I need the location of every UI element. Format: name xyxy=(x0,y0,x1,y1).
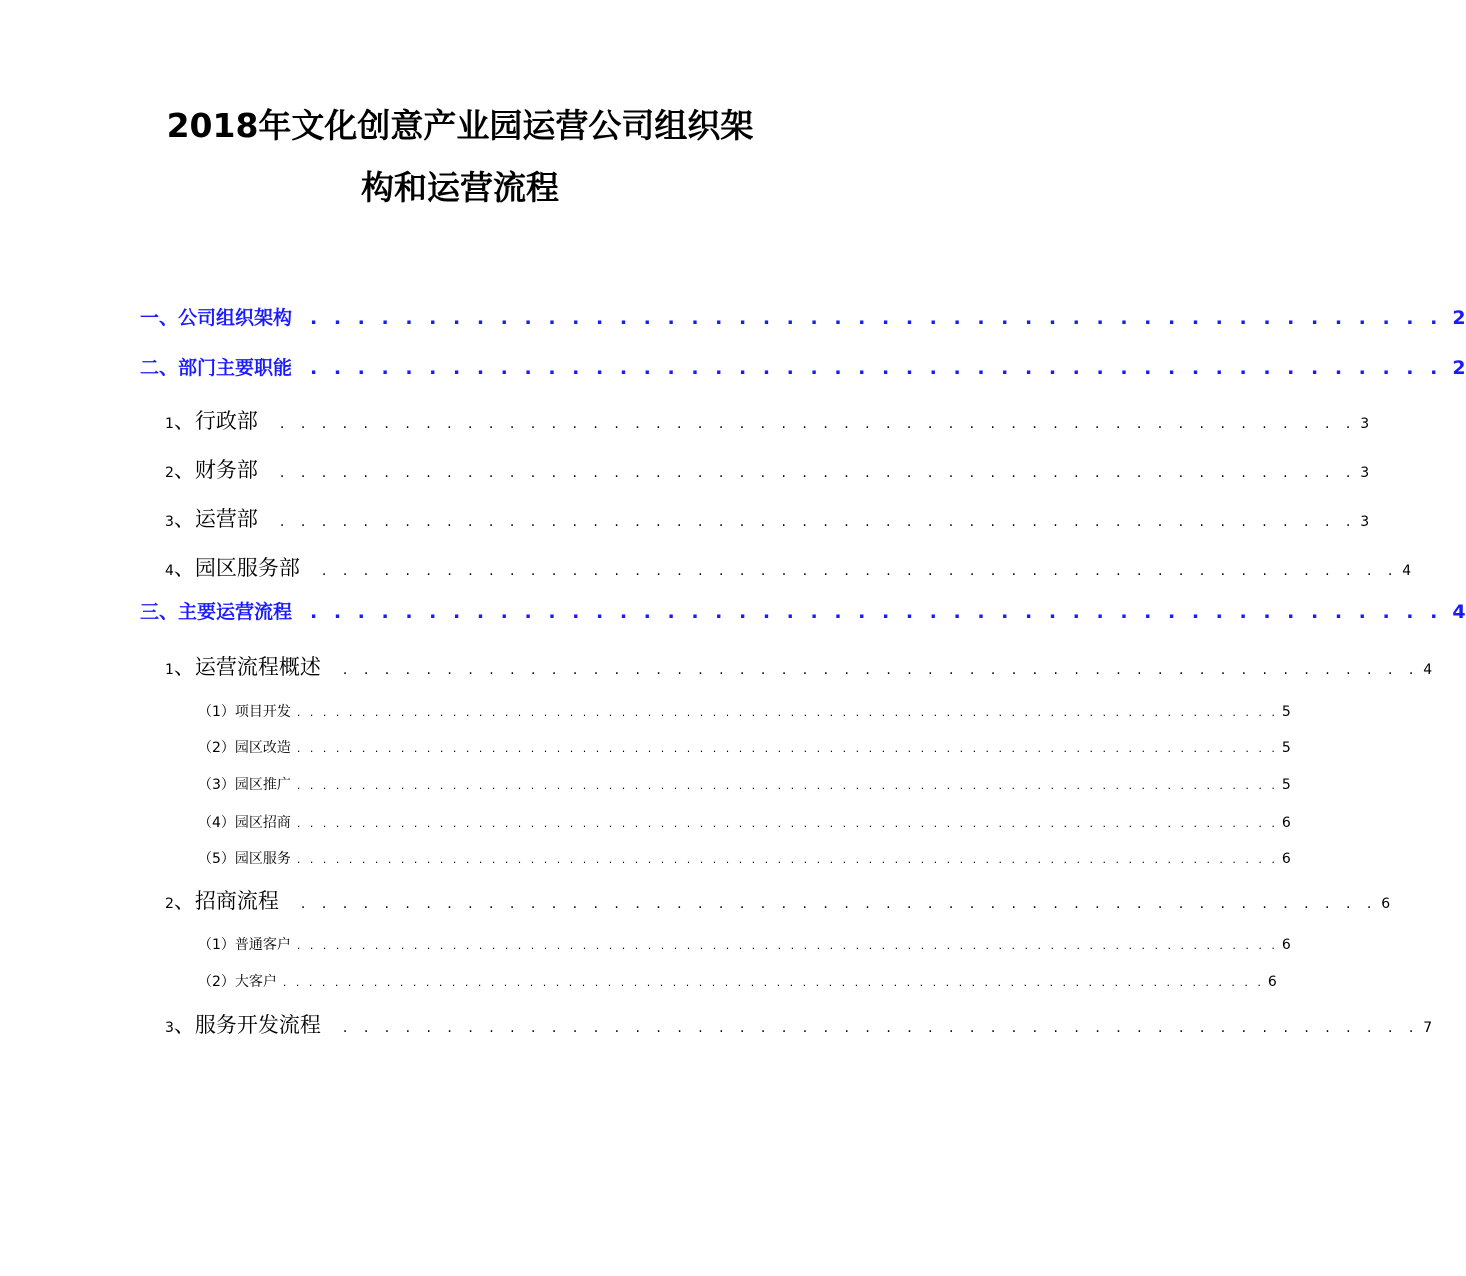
toc-entry-department-functions[interactable] xyxy=(140,353,1466,381)
toc-entry-park-investment[interactable] xyxy=(198,812,1291,834)
document-title-line-2: 构和运营流程 xyxy=(361,168,559,207)
toc-entry-label: （4）园区招商 xyxy=(198,815,291,831)
toc-dot-leader: . . . . . . . . . . . . . . . . . . . . . . . . . . . . . . . . . . . . . . . . . . . . . . . . xyxy=(310,357,1443,379)
toc-dot-leader: . . . . . . . . . . . . . . . . . . . . . . . . . . . . . . . . . . . . . . . . . . . . . . . . . . . . . . . . . . . . . . . . . . . . . . . . . . . . xyxy=(282,976,1264,989)
toc-dot-leader: . . . . . . . . . . . . . . . . . . . . . . . . . . . . . . . . . . . . . . . . . . . . . . . . . . . . . . . . . . . . . . . . . . . . . . . . . . . . xyxy=(296,817,1278,830)
toc-dot-leader: . . . . . . . . . . . . . . . . . . . . . . . . . . . . . . . . . . . . . . . . . . . . . . . . xyxy=(310,601,1443,623)
toc-entry-main-operation-process[interactable] xyxy=(140,597,1466,625)
toc-dot-leader: . . . . . . . . . . . . . . . . . . . . . . . . . . . . . . . . . . . . . . . . . . . . . . . . . . . . . . . . . . . . . . . . . . . . . . . . . . . . xyxy=(296,853,1278,866)
toc-page-number: 6 xyxy=(1267,974,1277,990)
toc-entry-investment-process[interactable] xyxy=(165,885,1391,915)
toc-dot-leader: . . . . . . . . . . . . . . . . . . . . . . . . . . . . . . . . . . . . . . . . . . . . . . . . . . . . xyxy=(342,1020,1420,1036)
toc-entry-label: 2、财务部 xyxy=(165,458,258,482)
toc-entry-org-structure[interactable] xyxy=(140,303,1466,331)
toc-entry-finance-dept[interactable] xyxy=(165,454,1370,484)
toc-dot-leader: . . . . . . . . . . . . . . . . . . . . . . . . . . . . . . . . . . . . . . . . . . . . . . . . . . . . xyxy=(279,465,1357,481)
toc-page-number: 3 xyxy=(1360,416,1370,432)
toc-entry-label: 一、公司组织架构 xyxy=(140,307,293,329)
toc-entry-label: 4、园区服务部 xyxy=(165,556,300,580)
toc-entry-operation-overview[interactable] xyxy=(165,651,1433,681)
toc-entry-label: （5）园区服务 xyxy=(198,851,291,867)
toc-page-number: 5 xyxy=(1281,740,1291,756)
toc-entry-label: 3、服务开发流程 xyxy=(165,1013,321,1037)
toc-page-number: 5 xyxy=(1281,777,1291,793)
toc-entry-label: 3、运营部 xyxy=(165,507,258,531)
toc-page-number: 7 xyxy=(1423,1020,1433,1036)
document-title-line-1: 2018年文化创意产业园运营公司组织架 xyxy=(166,106,754,145)
toc-page-number: 4 xyxy=(1423,662,1433,678)
toc-entry-label: 1、运营流程概述 xyxy=(165,655,321,679)
toc-entry-label: 三、主要运营流程 xyxy=(140,601,293,623)
toc-entry-label: 二、部门主要职能 xyxy=(140,357,293,379)
toc-page-number: 6 xyxy=(1281,815,1291,831)
toc-entry-regular-customer[interactable] xyxy=(198,934,1291,956)
toc-page-number: 4 xyxy=(1452,601,1466,623)
toc-entry-service-development-process[interactable] xyxy=(165,1009,1433,1039)
toc-entry-park-service[interactable] xyxy=(198,848,1291,870)
toc-page-number: 3 xyxy=(1360,514,1370,530)
toc-page-number: 3 xyxy=(1360,465,1370,481)
toc-dot-leader: . . . . . . . . . . . . . . . . . . . . . . . . . . . . . . . . . . . . . . . . . . . . . . . . . . . . . . . . . . . . . . . . . . . . . . . . . . . . xyxy=(296,742,1278,755)
toc-dot-leader: . . . . . . . . . . . . . . . . . . . . . . . . . . . . . . . . . . . . . . . . . . . . . . . . . . . . . . . . . . . . . . . . . . . . . . . . . . . . xyxy=(296,706,1278,719)
toc-page-number: 4 xyxy=(1402,563,1412,579)
toc-entry-park-promotion[interactable] xyxy=(198,774,1291,796)
toc-dot-leader: . . . . . . . . . . . . . . . . . . . . . . . . . . . . . . . . . . . . . . . . . . . . . . . . . . . . xyxy=(279,416,1357,432)
toc-entry-label: 1、行政部 xyxy=(165,409,258,433)
toc-entry-label: 2、招商流程 xyxy=(165,889,279,913)
toc-dot-leader: . . . . . . . . . . . . . . . . . . . . . . . . . . . . . . . . . . . . . . . . . . . . . . . . xyxy=(310,307,1443,329)
toc-dot-leader: . . . . . . . . . . . . . . . . . . . . . . . . . . . . . . . . . . . . . . . . . . . . . . . . . . . . xyxy=(342,662,1420,678)
toc-page-number: 6 xyxy=(1381,896,1391,912)
toc-entry-operations-dept[interactable] xyxy=(165,503,1370,533)
toc-page-number: 6 xyxy=(1281,851,1291,867)
toc-entry-project-development[interactable] xyxy=(198,701,1291,723)
toc-dot-leader: . . . . . . . . . . . . . . . . . . . . . . . . . . . . . . . . . . . . . . . . . . . . . . . . . . . . xyxy=(321,563,1399,579)
toc-entry-label: （1）项目开发 xyxy=(198,704,291,720)
toc-entry-admin-dept[interactable] xyxy=(165,405,1370,435)
toc-page-number: 2 xyxy=(1452,357,1466,379)
toc-page-number: 5 xyxy=(1281,704,1291,720)
toc-entry-label: （1）普通客户 xyxy=(198,937,291,953)
toc-dot-leader: . . . . . . . . . . . . . . . . . . . . . . . . . . . . . . . . . . . . . . . . . . . . . . . . . . . . xyxy=(300,896,1378,912)
toc-page-number: 6 xyxy=(1281,937,1291,953)
toc-dot-leader: . . . . . . . . . . . . . . . . . . . . . . . . . . . . . . . . . . . . . . . . . . . . . . . . . . . . . . . . . . . . . . . . . . . . . . . . . . . . xyxy=(296,779,1278,792)
toc-entry-key-customer[interactable] xyxy=(198,971,1277,993)
toc-dot-leader: . . . . . . . . . . . . . . . . . . . . . . . . . . . . . . . . . . . . . . . . . . . . . . . . . . . . . . . . . . . . . . . . . . . . . . . . . . . . xyxy=(296,939,1278,952)
toc-entry-label: （2）园区改造 xyxy=(198,740,291,756)
toc-entry-label: （3）园区推广 xyxy=(198,777,291,793)
toc-page-number: 2 xyxy=(1452,307,1466,329)
toc-dot-leader: . . . . . . . . . . . . . . . . . . . . . . . . . . . . . . . . . . . . . . . . . . . . . . . . . . . . xyxy=(279,514,1357,530)
toc-entry-label: （2）大客户 xyxy=(198,974,277,990)
toc-entry-park-service-dept[interactable] xyxy=(165,552,1412,582)
toc-entry-park-renovation[interactable] xyxy=(198,737,1291,759)
